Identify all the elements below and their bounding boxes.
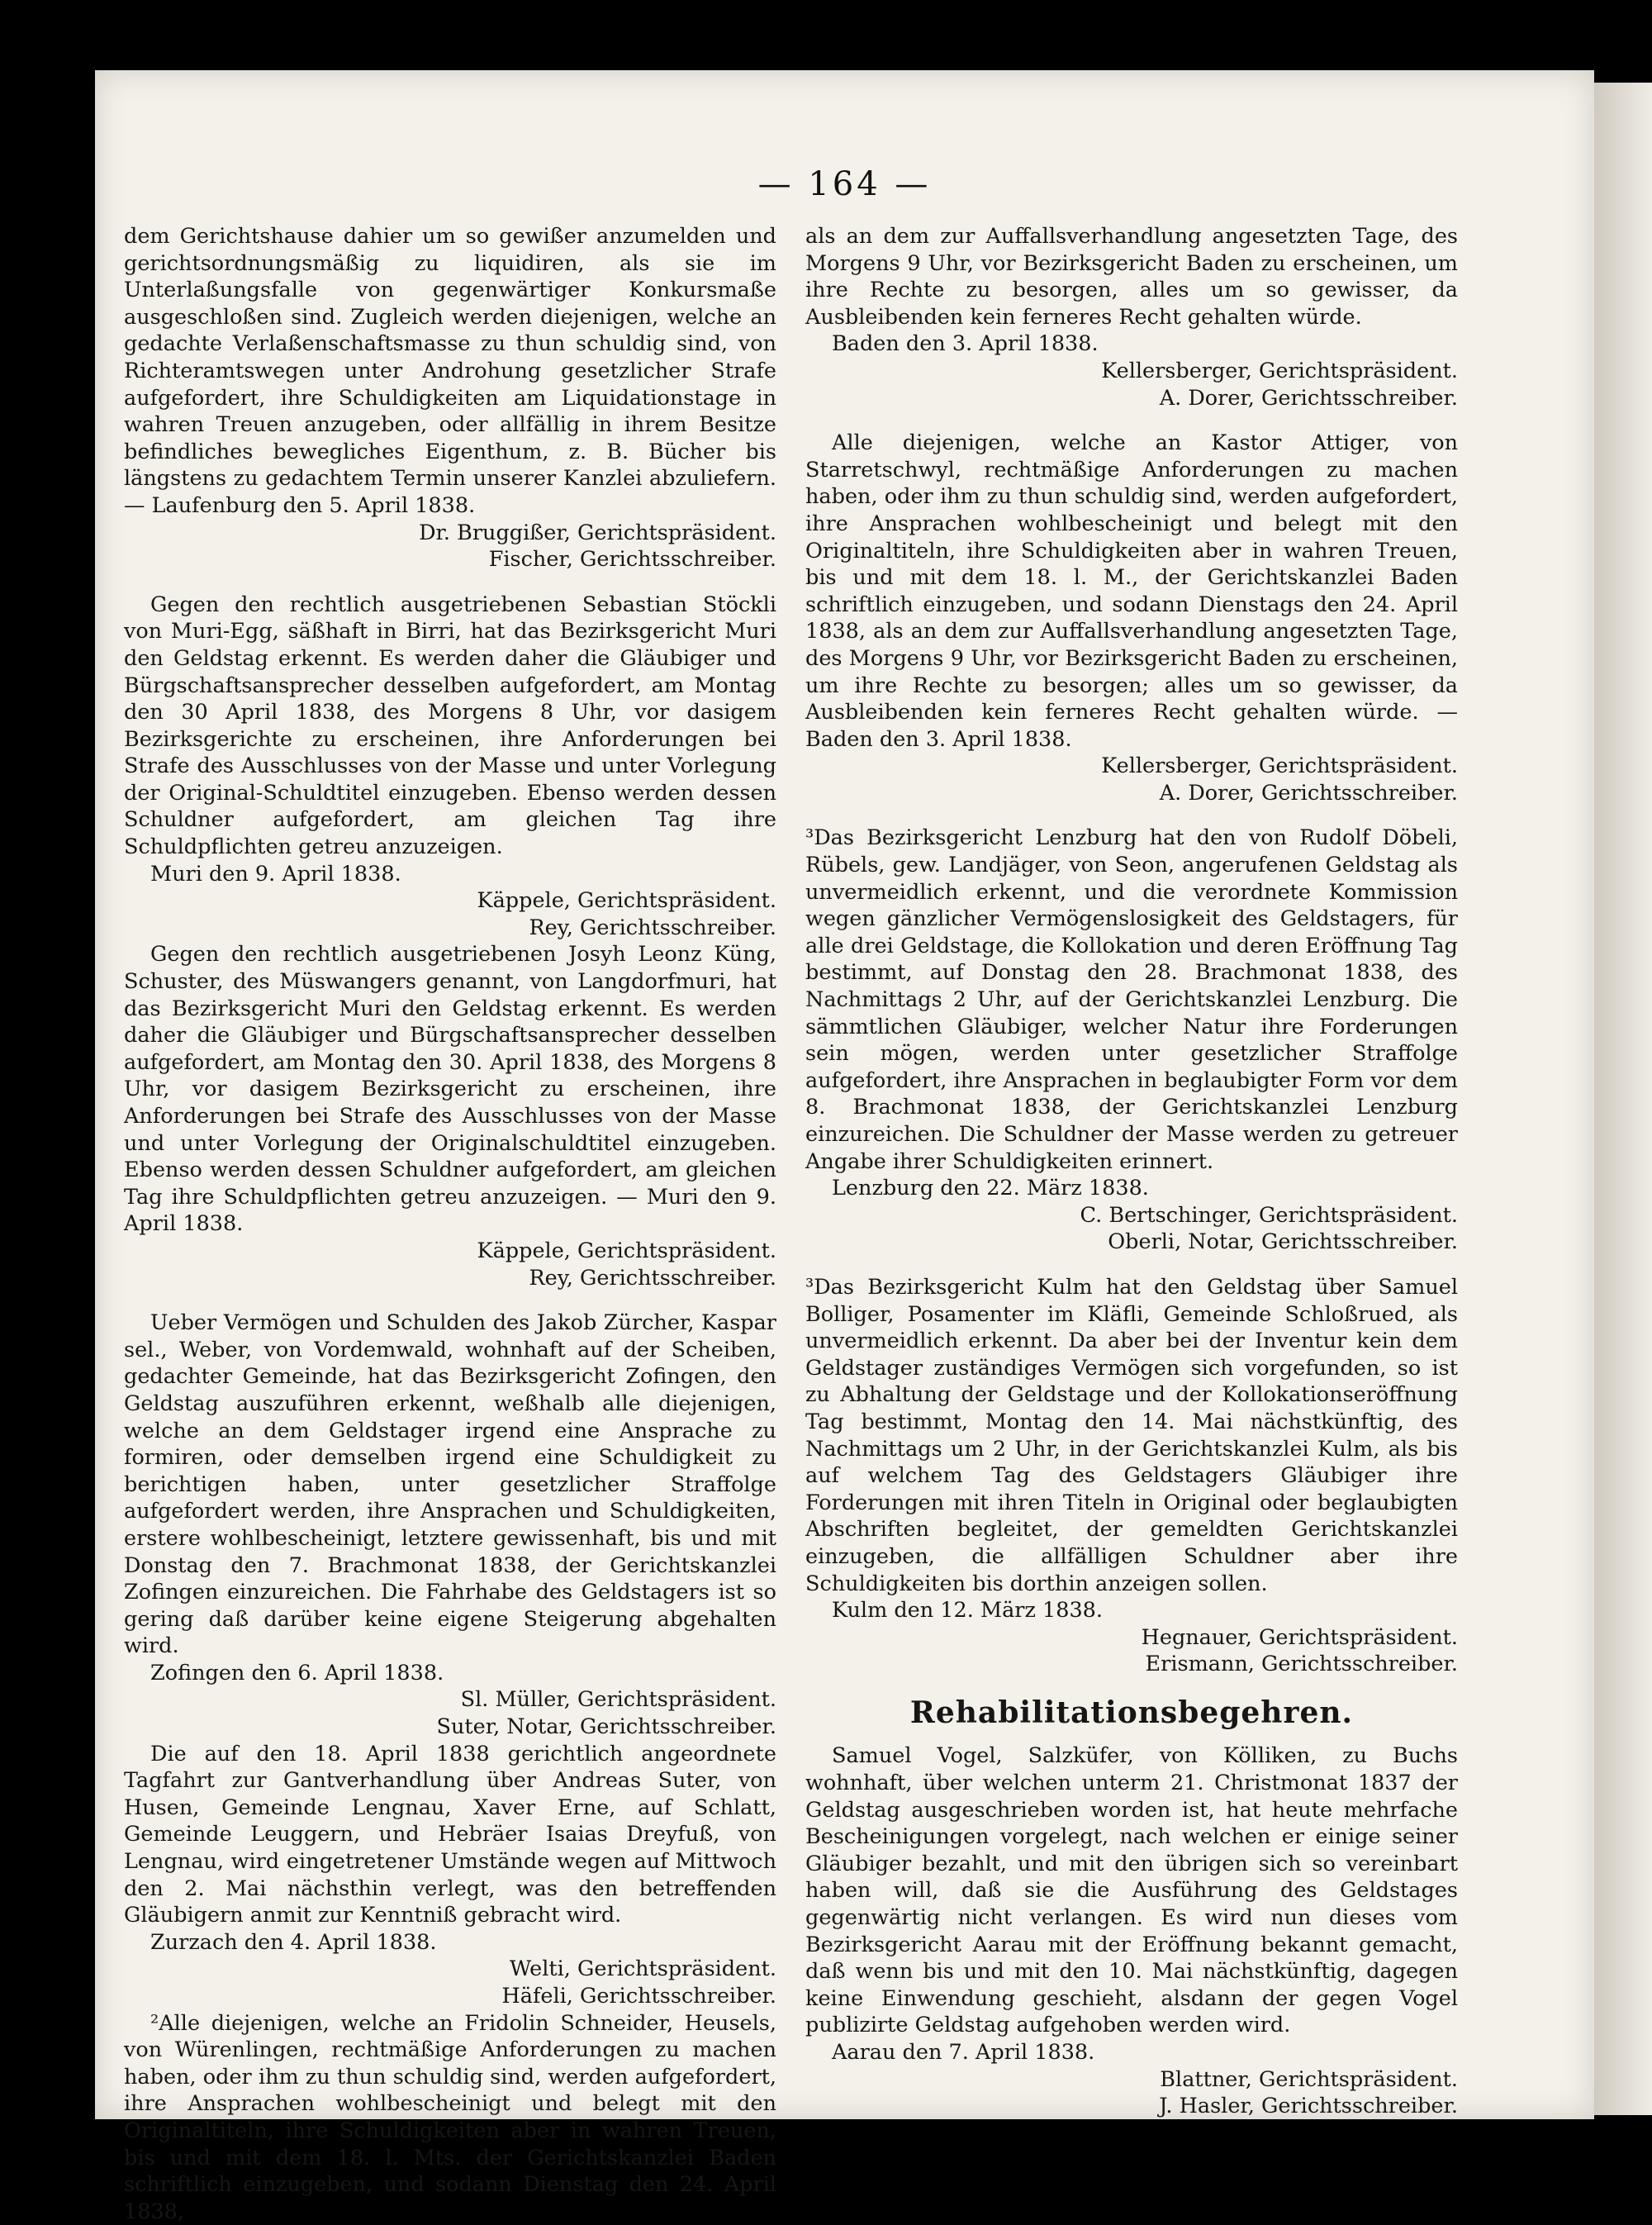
signature-line: A. Dorer, Gerichtsschreiber. <box>1159 780 1458 806</box>
signature-line: Rey, Gerichtsschreiber. <box>529 1265 776 1291</box>
dateline: Aarau den 7. April 1838. <box>832 2040 1095 2065</box>
signature-line: Oberli, Notar, Gerichtsschreiber. <box>1108 1229 1458 1255</box>
spacer <box>124 573 776 592</box>
notice-paragraph: Alle diejenigen, welche an Kastor Attiger, von Starretschwyl, rechtmäßige Anforderungen zu machen haben, oder ihm zu thun schuldig sind, werden aufgefordert, ihre Ansprachen wohlbescheinigt und belegt mit den Originaltiteln, ihre Schuldigkeiten aber in wahren Treuen, bis und mit dem 18. l. M., der Gerichtskanzlei Baden schriftlich einzugeben, und sodann Dienstags den 24. April 1838, als an dem zur Auffallsverhandlung angesetzten Tage, des Morgens 9 Uhr, vor Bezirksgericht Baden zu erscheinen, um ihre Rechte zu besorgen; alles um so gewisser, da Ausbleibenden kein ferneres Recht gehalten würde. — Baden den 3. April 1838. <box>805 430 1458 752</box>
signature-line: J. Hasler, Gerichtsschreiber. <box>1159 2094 1458 2119</box>
page-number: — 164 — <box>757 165 932 203</box>
signature-line: Blattner, Gerichtspräsident. <box>1160 2066 1458 2092</box>
signature-line: Kellersberger, Gerichtspräsident. <box>1101 358 1458 383</box>
dateline: Kulm den 12. März 1838. <box>832 1598 1104 1624</box>
spacer <box>805 806 1458 825</box>
signature-line: A. Dorer, Gerichtsschreiber. <box>1159 385 1458 411</box>
notice-paragraph: ³Das Bezirksgericht Lenzburg hat den von Rudolf Döbeli, Rübels, gew. Landjäger, von Seon, angerufenen Geldstag als unvermeidlich erkennt, und die verordnete Kommission wegen gänzlicher Vermögenslosigkeit des Geldstagers, für alle drei Geldstage, die Kollokation und deren Eröffnung Tag bestimmt, auf Donstag den 28. Brachmonat 1838, des Nachmittags 2 Uhr, auf der Gerichtskanzlei Lenzburg. Die sämmtlichen Gläubiger, welcher Natur ihre Forderungen sein mögen, werden unter gesetzlicher Straffolge aufgefordert, ihre Ansprachen in beglaubigter Form vor dem 8. Brachmonat 1838, der Gerichtskanzlei Lenzburg einzureichen. Die Schuldner der Masse werden zu getreuer Angabe ihrer Schuldigkeiten erinnert. <box>805 825 1458 1174</box>
signature-line: Dr. Bruggißer, Gerichtspräsident. <box>419 520 776 545</box>
notice-paragraph: dem Gerichtshause dahier um so gewißer anzumelden und gerichtsordnungsmäßig zu liquidiren, als sie im Unterlaßungsfalle von gegenwärtiger Konkursmaße ausgeschloßen sind. Zugleich werden diejenigen, welche an gedachte Verlaßenschaftsmasse zu thun schuldig sind, von Richteramtswegen unter Androhung gesetzlicher Strafe aufgefordert, ihre Schuldigkeiten am Liquidationstage in wahren Treuen anzugeben, oder allfällig in ihrem Besitze befindliches bewegliches Eigenthum, z. B. Bücher bis längstens zu gedachtem Termin unserer Kanzlei abzuliefern. — Laufenburg den 5. April 1838. <box>124 224 776 518</box>
spacer <box>805 411 1458 430</box>
signature-line: Sl. Müller, Gerichtspräsident. <box>460 1687 776 1713</box>
notice-paragraph: Die auf den 18. April 1838 gerichtlich angeordnete Tagfahrt zur Gantverhandlung über Andreas Suter, von Husen, Gemeinde Lengnau, Xaver Erne, auf Schlatt, Gemeinde Leuggern, und Hebräer Isaias Dreyfuß, von Lengnau, wird eingetretener Umstände wegen auf Mittwoch den 2. Mai nächsthin verlegt, was den betreffenden Gläubigern anmit zur Kenntniß gebracht wird. <box>124 1741 776 1928</box>
notice-paragraph: Gegen den rechtlich ausgetriebenen Sebastian Stöckli von Muri-Egg, säßhaft in Birri, hat das Bezirksgericht Muri den Geldstag erkennt. Es werden daher die Gläubiger und Bürgschaftsansprecher desselben aufgefordert, am Montag den 30 April 1838, des Morgens 8 Uhr, vor dasigem Bezirksgerichte zu erscheinen, ihre Anforderungen bei Strafe des Ausschlusses von der Masse und unter Vorlegung der Original-Schuldtitel einzugeben. Ebenso werden dessen Schuldner aufgefordert, am gleichen Tag ihre Schuldpflichten getreu anzuzeigen. <box>124 592 776 860</box>
dateline: Zofingen den 6. April 1838. <box>150 1660 444 1685</box>
notice-paragraph: ³Das Bezirksgericht Kulm hat den Geldstag über Samuel Bolliger, Posamenter im Kläfli, Gemeinde Schloßrued, als unvermeidlich erkennt. Da aber bei der Inventur kein dem Geldstager zuständiges Vermögen sich vorgefunden, so ist zu Abhaltung der Geldstage und der Kollokationseröffnung Tag bestimmt, Montag den 14. Mai nächstkünftig, des Nachmittags um 2 Uhr, in der Gerichtskanzlei Kulm, als bis auf welchem Tag des Geldstagers Gläubiger ihre Forderungen mit ihren Titeln in Original oder beglaubigten Abschriften begleitet, der gemeldten Gerichtskanzlei einzugeben, die allfälligen Schuldner aber ihre Schuldigkeiten bis dorthin anzeigen sollen. <box>805 1274 1458 1596</box>
notice-paragraph: als an dem zur Auffallsverhandlung angesetzten Tage, des Morgens 9 Uhr, vor Bezirksgericht Baden zu erscheinen, um ihre Rechte zu besorgen, alles um so gewisser, da Ausbleibenden kein ferneres Recht gehalten würde. <box>805 224 1458 330</box>
signature-line: Käppele, Gerichtspräsident. <box>477 1238 776 1263</box>
signature-line: Hegnauer, Gerichtspräsident. <box>1141 1624 1458 1650</box>
adjacent-page-edge <box>1594 83 1652 2115</box>
spacer <box>805 1256 1458 1274</box>
signature-line: Fischer, Gerichtsschreiber. <box>488 547 776 573</box>
signature-line: Kellersberger, Gerichtspräsident. <box>1101 754 1458 779</box>
signature-line: Rey, Gerichtsschreiber. <box>529 915 776 940</box>
dateline: Zurzach den 4. April 1838. <box>150 1929 437 1955</box>
signature-line: Welti, Gerichtspräsident. <box>510 1956 776 1982</box>
signature-line: C. Bertschinger, Gerichtspräsident. <box>1080 1202 1458 1228</box>
notice-paragraph: Gegen den rechtlich ausgetriebenen Josyh Leonz Küng, Schuster, des Müswangers genannt, von Langdorfmuri, hat das Bezirksgericht Muri den Geldstag erkennt. Es werden daher die Gläubiger und Bürgschaftsansprecher desselben aufgefordert, am Montag den 30. April 1838, des Morgens 8 Uhr, vor dasigem Bezirksgericht zu erscheinen, ihre Anforderungen bei Strafe des Ausschlusses von der Masse und unter Vorlegung der Originalschuldtitel einzugeben. Ebenso werden dessen Schuldner aufgefordert, am gleichen Tag ihre Schuldpflichten getreu anzuzeigen. — Muri den 9. April 1838. <box>124 942 776 1237</box>
left-column <box>124 223 776 2225</box>
notice-paragraph: Ueber Vermögen und Schulden des Jakob Zürcher, Kaspar sel., Weber, von Vordemwald, wohnhaft auf der Scheiben, gedachter Gemeinde, hat das Bezirksgericht Zofingen, den Geldstag auszuführen erkennt, weßhalb alle diejenigen, welche an dem Geldstager irgend eine Ansprache zu formiren, oder demselben irgend eine Schuldigkeit zu berichtigen haben, unter gesetzlicher Straffolge aufgefordert werden, ihre Ansprachen und Schuldigkeiten, erstere wohlbescheinigt, letztere gewissenhaft, bis und mit Donstag den 7. Brachmonat 1838, der Gerichtskanzlei Zofingen einzureichen. Die Fahrhabe des Geldstagers ist so gering daß darüber keine eigene Steigerung abgehalten wird. <box>124 1310 776 1659</box>
signature-line: Käppele, Gerichtspräsident. <box>477 888 776 914</box>
dateline: Baden den 3. April 1838. <box>832 331 1099 357</box>
dateline: Lenzburg den 22. März 1838. <box>832 1176 1149 1201</box>
signature-line: Erismann, Gerichtsschreiber. <box>1145 1652 1458 1677</box>
notice-paragraph: ²Alle diejenigen, welche an Fridolin Schneider, Heusels, von Würenlingen, rechtmäßige Anforderungen zu machen haben, oder ihm zu thun schuldig sind, werden aufgefordert, ihre Ansprachen wohlbescheinigt und belegt mit den Originaltiteln, ihre Schuldigkeiten aber in wahren Treuen, bis und mit dem 18. l. Mts. der Gerichtskanzlei Baden schriftlich einzugeben, und sodann Dienstag den 24. April 1838, <box>124 2010 776 2224</box>
signature-line: Suter, Notar, Gerichtsschreiber. <box>436 1714 776 1740</box>
signature-line: Häfeli, Gerichtsschreiber. <box>501 1984 776 2009</box>
notice-paragraph: Samuel Vogel, Salzküfer, von Kölliken, zu Buchs wohnhaft, über welchen unterm 21. Christmonat 1837 der Geldstag ausgeschrieben worden ist, hat heute mehrfache Bescheinigungen vorgelegt, nach welchen er einige seiner Gläubiger bezahlt, und mit den übrigen sich so vereinbart haben will, daß sie die Ausführung des Geldstages gegenwärtig nicht verlangen. Es wird nun dieses vom Bezirksgericht Aarau mit der Eröffnung bekannt gemacht, daß wenn bis und mit den 10. Mai nächstkünftig, dagegen keine Einwendung geschieht, alsdann der gegen Vogel publizirte Geldstag aufgehoben werden wird. <box>805 1743 1458 2038</box>
right-column <box>805 223 1458 2120</box>
section-heading: Rehabilitationsbegehren. <box>909 1695 1354 1730</box>
spacer <box>124 1291 776 1310</box>
dateline: Muri den 9. April 1838. <box>150 861 401 887</box>
